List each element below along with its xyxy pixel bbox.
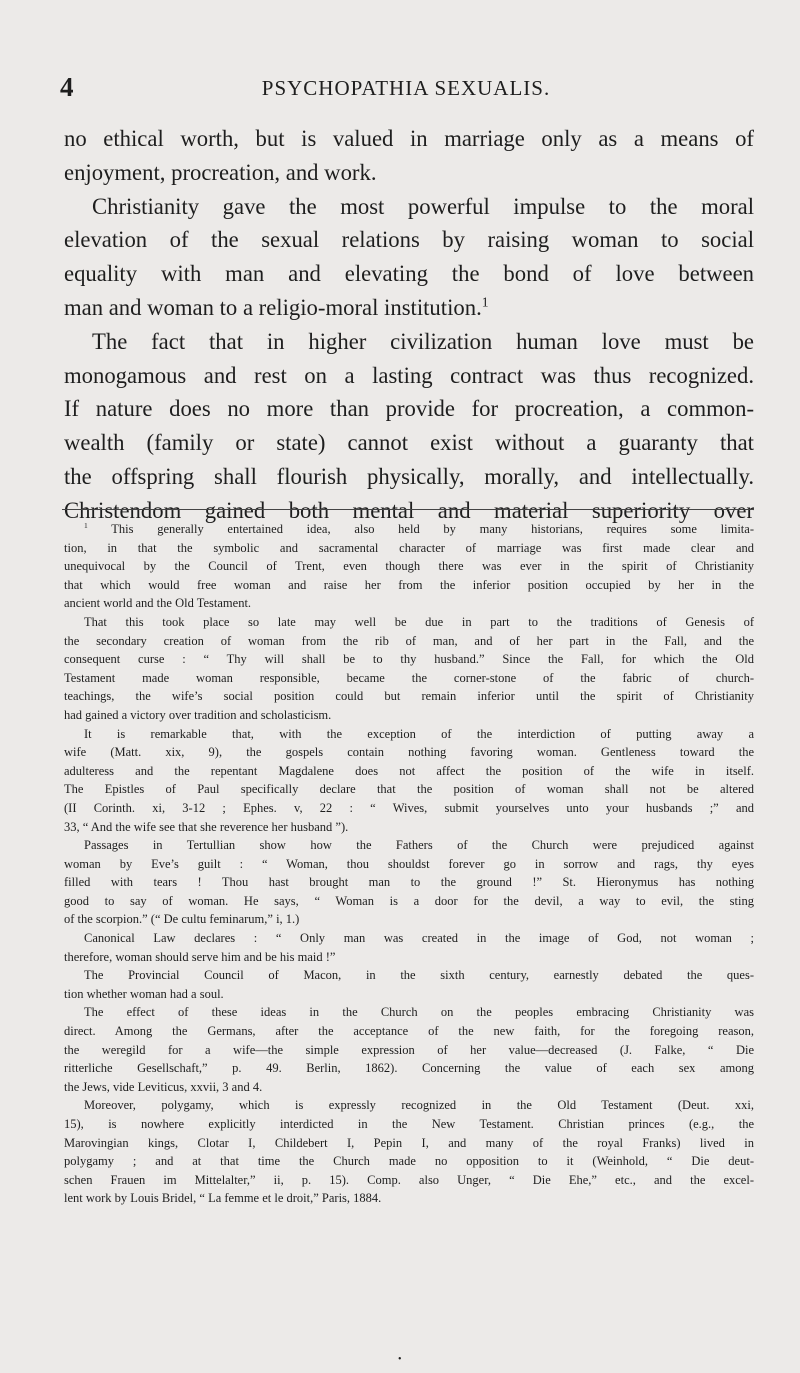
footnote-line-text: It is remarkable that, with the exception of the interdiction of putting away a bbox=[84, 726, 754, 741]
footnote-line-text: 15), is nowhere explicitly interdicted in the New Testament. Christian princes (e.g., the bbox=[64, 1117, 754, 1131]
footnote-line bbox=[64, 594, 754, 613]
footnote-line bbox=[64, 929, 754, 948]
footnote-line-text: teachings, the wife’s social position could but remain inferior until the spirit of Christianity bbox=[64, 689, 754, 704]
footnote-line-text: filled with tears ! Thou hast brought man to the ground !” St. Hieronymus has nothing bbox=[64, 875, 754, 890]
text-line-text: elevation of the sexual relations by raising woman to social bbox=[64, 227, 754, 253]
footnote-line bbox=[64, 706, 754, 725]
text-line bbox=[64, 223, 754, 257]
text-line-text: Christianity gave the most powerful impulse to the moral bbox=[92, 193, 754, 219]
footnote-line bbox=[64, 910, 754, 929]
footnote-line-text: adulteress and the repentant Magdalene does not affect the position of the wife in itself. bbox=[64, 763, 754, 778]
text-line bbox=[64, 392, 754, 426]
footnote-line bbox=[64, 669, 754, 688]
footnote-line bbox=[64, 1152, 754, 1171]
footnote-line bbox=[64, 743, 754, 762]
footnote-line bbox=[64, 1003, 754, 1022]
footnote-line bbox=[64, 855, 754, 874]
footnote-line-text: Moreover, polygamy, which is expressly recognized in the Old Testament (Deut. xxi, bbox=[84, 1098, 754, 1113]
footnote-line-text: schen Frauen im Mittelalter,” ii, p. 15). Comp. also Unger, “ Die Ehe,” etc., and the excel- bbox=[64, 1172, 754, 1187]
footnotes bbox=[64, 520, 754, 1208]
footnote-line bbox=[64, 818, 754, 837]
footnote-line-text: direct. Among the Germans, after the acceptance of the new faith, for the foregoing reason, bbox=[64, 1024, 754, 1039]
footnote-line bbox=[64, 1096, 754, 1115]
footnote-line-text: woman by Eve’s guilt : “ Woman, thou shouldst forever go in sorrow and rags, thy eyes bbox=[64, 856, 754, 871]
footnote-line bbox=[64, 557, 754, 576]
footnote-line-text: ritterliche Gesellschaft,” p. 49. Berlin, 1862). Concerning the value of each sex among bbox=[64, 1061, 754, 1076]
text-line-text: equality with man and elevating the bond of love between bbox=[64, 261, 754, 287]
footnote-line bbox=[64, 985, 754, 1004]
main-text bbox=[64, 122, 754, 528]
text-line bbox=[64, 291, 754, 325]
footnote-line-text: therefore, woman should serve him and be his maid !” bbox=[64, 949, 336, 964]
footnote-line bbox=[64, 650, 754, 669]
text-line bbox=[64, 156, 754, 190]
text-line-text: wealth (family or state) cannot exist without a guaranty that bbox=[64, 430, 754, 456]
text-line-text: The fact that in higher civilization human love must be bbox=[92, 328, 754, 354]
text-line bbox=[64, 190, 754, 224]
footnote-line-text: lent work by Louis Bridel, “ La femme et le droit,” Paris, 1884. bbox=[64, 1191, 382, 1206]
footnote-line bbox=[64, 539, 754, 558]
footnote-line bbox=[64, 687, 754, 706]
footnote-line bbox=[64, 799, 754, 818]
footnote-line-text: the weregild for a wife—the simple expression of her value—decreased (J. Falke, “ Die bbox=[64, 1042, 754, 1057]
footnote-line bbox=[64, 1189, 754, 1208]
footnote-line-text: tion, in that the symbolic and sacramental character of marriage was first made clear and bbox=[64, 540, 754, 555]
footnote-line bbox=[64, 892, 754, 911]
footnote-line bbox=[64, 632, 754, 651]
text-line-text: enjoyment, procreation, and work. bbox=[64, 159, 377, 185]
footnote-rule bbox=[62, 509, 754, 510]
footnote-line-text: (II Corinth. xi, 3-12 ; Ephes. v, 22 : “ Wives, submit yourselves unto your husbands ;” and bbox=[64, 800, 754, 815]
footnote-line-text: The Provincial Council of Macon, in the sixth century, earnestly debated the ques- bbox=[84, 968, 754, 983]
footnote-reference: 1 bbox=[481, 294, 489, 310]
footnote-line-text: That this took place so late may well be due in part to the traditions of Genesis of bbox=[84, 614, 754, 629]
footnote-line bbox=[64, 576, 754, 595]
footnote-line bbox=[64, 873, 754, 892]
footnote-line-text: The Epistles of Paul specifically declare that the position of woman shall not be altered bbox=[64, 782, 754, 797]
footnote-line bbox=[64, 725, 754, 744]
footnote-line-text: Passages in Tertullian show how the Fathers of the Church were prejudiced against bbox=[84, 838, 754, 853]
footnote-line-text: The effect of these ideas in the Church on the peoples embracing Christianity was bbox=[84, 1005, 754, 1020]
footnote-line-text: tion whether woman had a soul. bbox=[64, 986, 224, 1001]
footnote-line-text: Canonical Law declares : “ Only man was created in the image of God, not woman ; bbox=[84, 931, 754, 946]
footnote-line bbox=[64, 780, 754, 799]
footnote-line bbox=[64, 966, 754, 985]
text-line-text: the offspring shall flourish physically, morally, and intellectually. bbox=[64, 463, 754, 489]
footnote-line bbox=[64, 1134, 754, 1153]
footnote-line bbox=[64, 613, 754, 632]
footnote-line-text: ancient world and the Old Testament. bbox=[64, 596, 252, 611]
footnote-line-text: that which would free woman and raise her from the inferior position occupied by her in the bbox=[64, 577, 754, 592]
text-line bbox=[64, 426, 754, 460]
running-title: PSYCHOPATHIA SEXUALIS. bbox=[261, 76, 551, 100]
footnote-line-text: consequent curse : “ Thy will shall be to thy husband.” Since the Fall, for which the Old bbox=[64, 652, 754, 667]
footnote-line-text: wife (Matt. xix, 9), the gospels contain nothing favoring woman. Gentleness toward the bbox=[64, 745, 754, 760]
footnote-line-text: of the scorpion.” (“ De cultu feminarum,” i, 1.) bbox=[64, 912, 300, 927]
footnote-line-text: Testament made woman responsible, became the corner-stone of the fabric of church- bbox=[64, 670, 754, 685]
text-line bbox=[64, 325, 754, 359]
footnote-line bbox=[64, 1022, 754, 1041]
text-line bbox=[64, 257, 754, 291]
footnote-line-text: had gained a victory over tradition and scholasticism. bbox=[64, 707, 332, 722]
footnote-line bbox=[64, 1041, 754, 1060]
text-line-text: no ethical worth, but is valued in marriage only as a means of bbox=[64, 126, 754, 151]
footnote-line bbox=[64, 1078, 754, 1097]
footnote-line bbox=[64, 948, 754, 967]
footnote-line bbox=[64, 520, 754, 539]
footnote-line-text: good to say of woman. He says, “ Woman is a door for the devil, a way to evil, the sting bbox=[64, 893, 754, 908]
text-line-text: Christendom gained both mental and material superiority over bbox=[64, 497, 754, 523]
footnote-marker: 1 bbox=[84, 520, 88, 530]
text-line-text: If nature does no more than provide for procreation, a common- bbox=[64, 396, 754, 422]
text-line-text: man and woman to a religio-moral institution. bbox=[64, 294, 482, 320]
text-line bbox=[64, 359, 754, 393]
bottom-mark: • bbox=[398, 1354, 402, 1365]
footnote-line-text: 33, “ And the wife see that she reverence her husband ”). bbox=[64, 819, 349, 834]
footnote-line bbox=[64, 762, 754, 781]
page-number: 4 bbox=[60, 72, 74, 102]
text-line bbox=[64, 122, 754, 156]
footnote-line bbox=[64, 1115, 754, 1134]
footnote-line-text: unequivocal by the Council of Trent, even though there was ever in the spirit of Christianity bbox=[64, 559, 754, 574]
text-line bbox=[64, 460, 754, 494]
text-line-text: monogamous and rest on a lasting contract was thus recognized. bbox=[64, 362, 754, 388]
footnote-line-text: the Jews, vide Leviticus, xxvii, 3 and 4. bbox=[64, 1079, 263, 1094]
footnote-line bbox=[64, 1059, 754, 1078]
footnote-line bbox=[64, 836, 754, 855]
footnote-line-text: This generally entertained idea, also held by many historians, requires some limita- bbox=[111, 522, 754, 536]
footnote-line bbox=[64, 1171, 754, 1190]
footnote-line-text: Marovingian kings, Clotar I, Childebert I, Pepin I, and many of the royal Franks) lived in bbox=[64, 1135, 754, 1150]
footnote-line-text: the secondary creation of woman from the rib of man, and of her part in the Fall, and the bbox=[64, 633, 754, 648]
footnote-line-text: polygamy ; and at that time the Church made no opposition to it (Weinhold, “ Die deut- bbox=[64, 1154, 754, 1169]
page-header bbox=[60, 72, 752, 102]
